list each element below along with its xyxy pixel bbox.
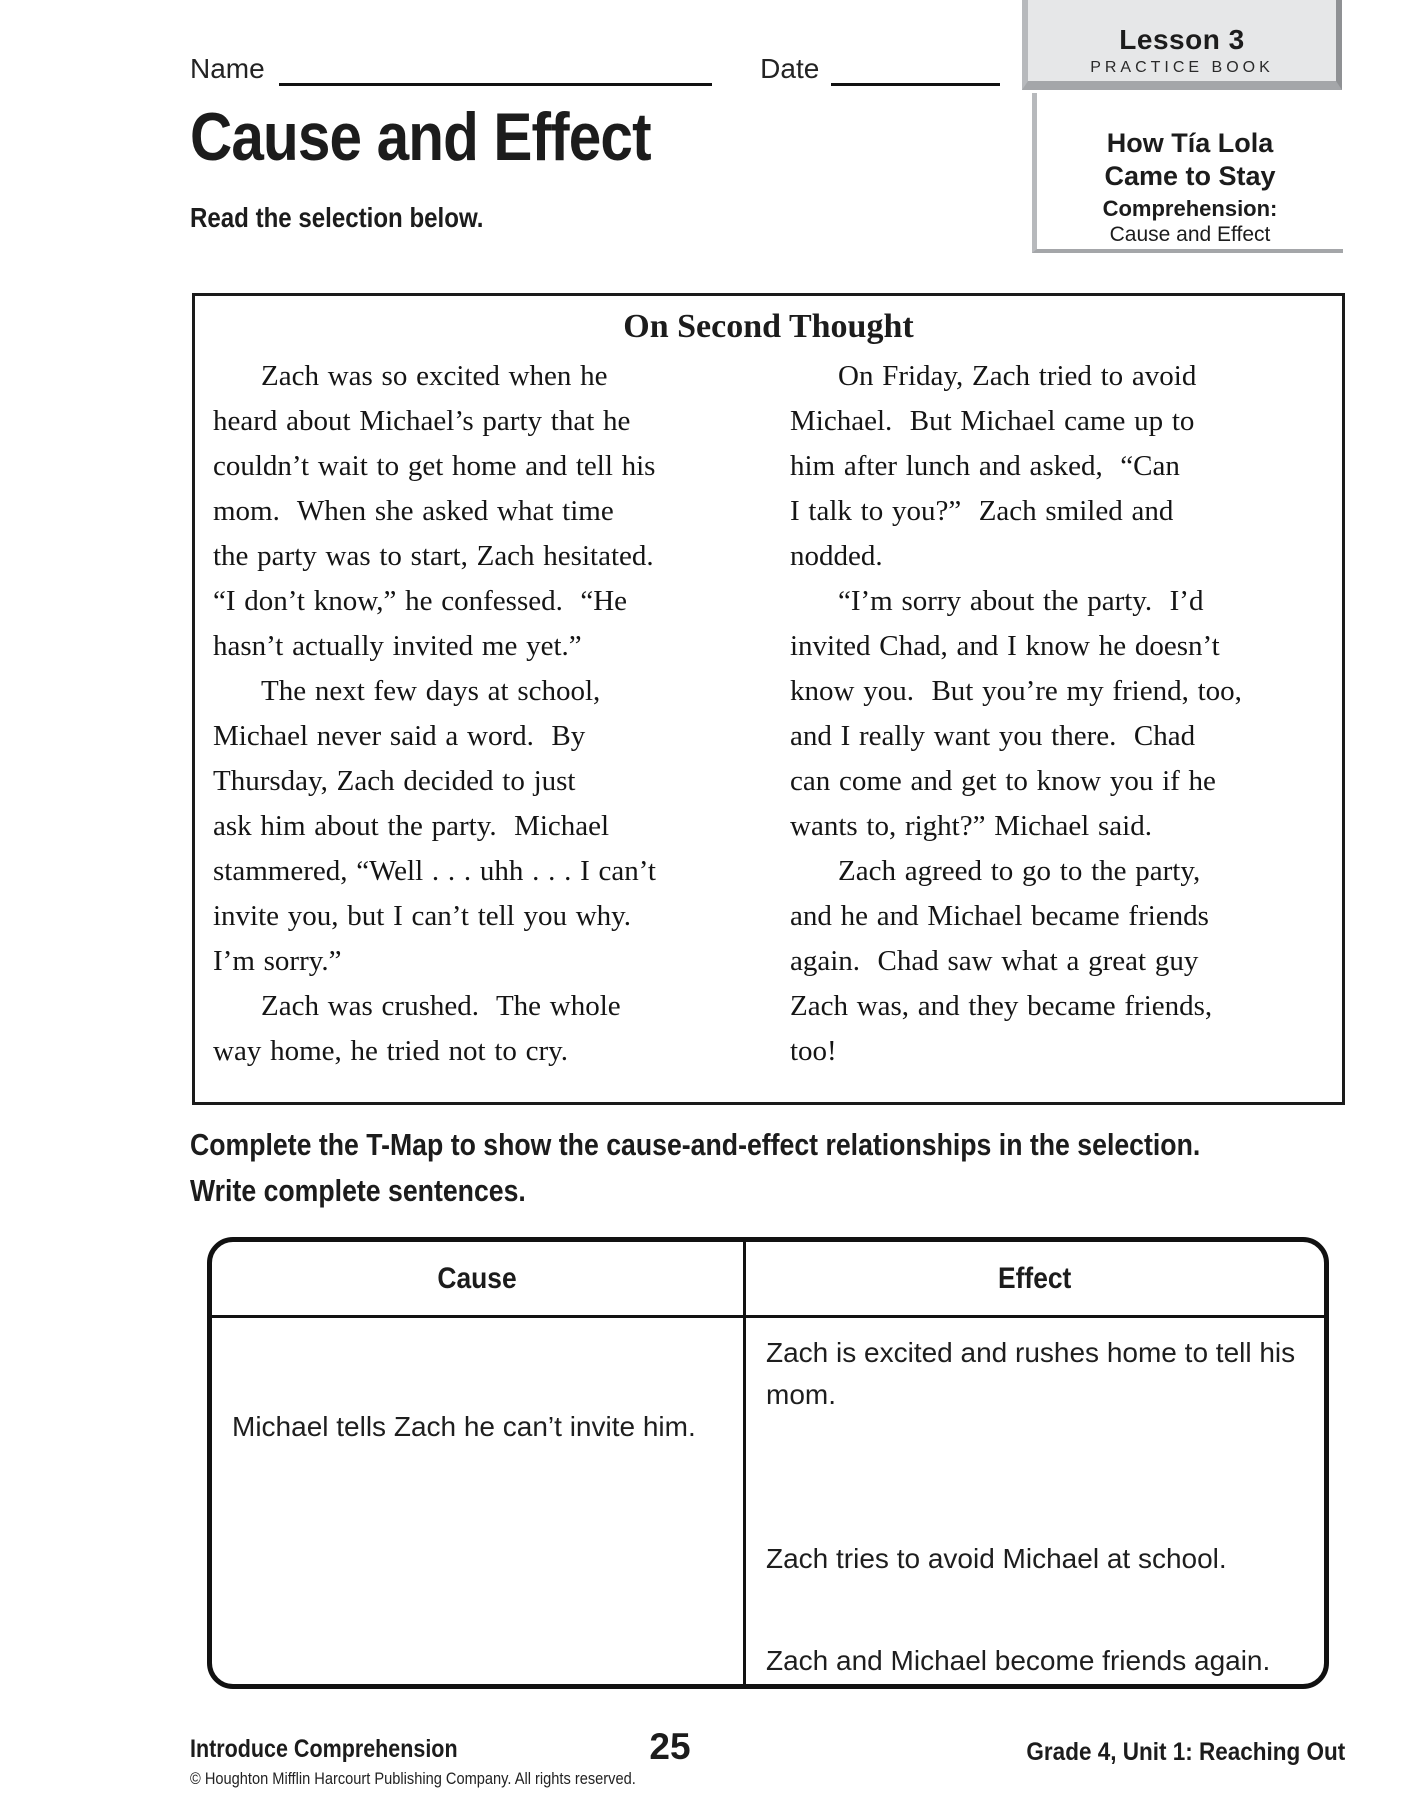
passage-columns (195, 354, 1342, 1074)
passage-line: “I’m sorry about the party. I’d (838, 585, 1204, 617)
name-label: Name (190, 53, 265, 84)
passage-line: The next few days at school, (261, 675, 601, 707)
lesson-tab (1022, 0, 1342, 90)
passage-line: Zach was so excited when he (261, 360, 608, 392)
passage-line: Michael. But Michael came up to (790, 405, 1195, 437)
tmap-effect-column (746, 1242, 1324, 1684)
passage-line: hasn’t actually invited me yet.” (213, 630, 582, 662)
date-input-line[interactable] (831, 53, 1000, 86)
passage-line: invited Chad, and I know he doesn’t (790, 630, 1220, 662)
effect-answer: Zach and Michael become friends again. (766, 1645, 1271, 1676)
skill-label: Comprehension: (1102, 196, 1278, 221)
passage-line: can come and get to know you if he (790, 765, 1216, 797)
footer-grade-text: Grade 4, Unit 1: Reaching Out (1026, 1738, 1345, 1766)
effect-answer: Zach is excited and rushes home to tell his mom. (766, 1337, 1296, 1410)
passage-line: heard about Michael’s party that he (213, 405, 631, 437)
practice-book-label: PRACTICE BOOK (1090, 59, 1274, 76)
footer-copyright (190, 1769, 708, 1789)
passage-line: Zach was crushed. The whole (261, 990, 621, 1022)
effect-header-text: Effect (998, 1261, 1072, 1295)
page-title (190, 98, 726, 176)
passage-line: Zach was, and they became friends, (790, 990, 1213, 1022)
passage-line: way home, he tried not to cry. (213, 1035, 569, 1067)
selection-info-box (1032, 93, 1343, 253)
passage-line: the party was to start, Zach hesitated. (213, 540, 654, 572)
passage-line: mom. When she asked what time (213, 495, 614, 527)
passage-line: ask him about the party. Michael (213, 810, 610, 842)
name-input-line[interactable] (279, 53, 712, 86)
passage-line: On Friday, Zach tried to avoid (838, 360, 1197, 392)
passage-line: “I don’t know,” he confessed. “He (213, 585, 628, 617)
passage-column-2 (790, 354, 1335, 1074)
cause-header (212, 1242, 743, 1318)
passage-line: Michael never said a word. By (213, 720, 586, 752)
tmap-instruction-line2: Write complete sentences. (190, 1173, 526, 1208)
tmap-cause-column (212, 1242, 746, 1684)
footer-section-text: Introduce Comprehension (190, 1735, 458, 1763)
skill-name: Cause and Effect (1109, 223, 1271, 246)
passage-line: nodded. (790, 540, 883, 572)
passage-line: know you. But you’re my friend, too, (790, 675, 1242, 707)
footer-grade-label (991, 1738, 1345, 1767)
tmap-cause-cell[interactable] (212, 1318, 743, 1684)
date-label: Date (760, 53, 820, 84)
tmap-effect-cell[interactable] (746, 1318, 1324, 1684)
lesson-number: Lesson 3 (1119, 24, 1245, 55)
page-number: 25 (649, 1726, 691, 1767)
tmap-instruction-line1: Complete the T-Map to show the cause-and-effect relationships in the selection. (190, 1127, 1201, 1162)
passage-line: I talk to you?” Zach smiled and (790, 495, 1174, 527)
passage-line: Thursday, Zach decided to just (213, 765, 576, 797)
read-instruction (190, 202, 531, 234)
passage-line: again. Chad saw what a great guy (790, 945, 1199, 977)
passage-column-1 (213, 354, 718, 1074)
passage-line: I’m sorry.” (213, 945, 342, 977)
passage-line: stammered, “Well . . . uhh . . . I can’t (213, 855, 656, 887)
selection-title-line1: How Tía Lola (1106, 128, 1274, 158)
effect-header (746, 1242, 1324, 1318)
tmap-table (207, 1237, 1329, 1689)
passage-title: On Second Thought (623, 308, 914, 345)
name-date-row (190, 52, 1000, 86)
cause-header-text: Cause (437, 1261, 518, 1295)
selection-title-line2: Came to Stay (1104, 161, 1276, 191)
cause-answer: Michael tells Zach he can’t invite him. (232, 1411, 696, 1442)
footer-copyright-text: © Houghton Mifflin Harcourt Publishing Company. All rights reserved. (190, 1769, 636, 1788)
passage-line: and he and Michael became friends (790, 900, 1209, 932)
passage-line: invite you, but I can’t tell you why. (213, 900, 632, 932)
passage-line: couldn’t wait to get home and tell his (213, 450, 656, 482)
passage-line: him after lunch and asked, “Can (790, 450, 1180, 482)
reading-passage-box (192, 293, 1345, 1105)
passage-line: and I really want you there. Chad (790, 720, 1196, 752)
passage-line: Zach agreed to go to the party, (838, 855, 1201, 887)
tmap-instructions (190, 1122, 1365, 1214)
effect-answer: Zach tries to avoid Michael at school. (766, 1543, 1227, 1574)
passage-line: too! (790, 1035, 837, 1067)
page-title-text: Cause and Effect (190, 99, 651, 175)
passage-line: wants to, right?” Michael said. (790, 810, 1152, 842)
read-instruction-text: Read the selection below. (190, 202, 484, 233)
